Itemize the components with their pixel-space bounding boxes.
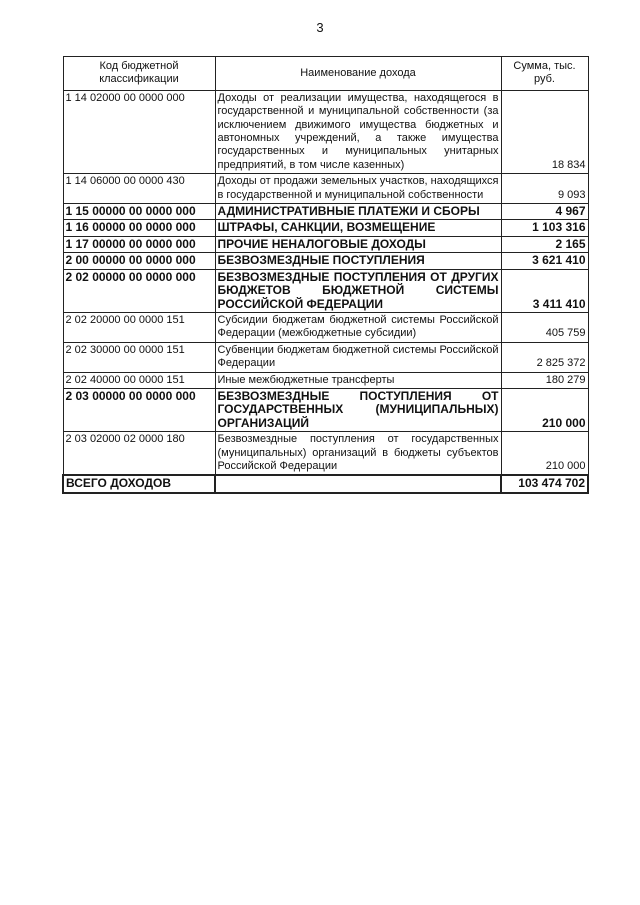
- row-name: БЕЗВОЗМЕЗДНЫЕ ПОСТУПЛЕНИЯ ОТ ДРУГИХ БЮДЖЕТОВ БЮДЖЕТНОЙ СИСТЕМЫ РОССИЙСКОЙ ФЕДЕРАЦИИ: [215, 269, 501, 312]
- total-name: [215, 475, 501, 492]
- header-sum: Сумма, тыс. руб.: [501, 57, 588, 91]
- row-name: Доходы от продажи земельных участков, находящихся в государственной и муниципальной собственности: [215, 174, 501, 204]
- table-row: [63, 236, 588, 252]
- total-sum: 103 474 702: [501, 475, 588, 492]
- row-code: 1 14 02000 00 0000 000: [63, 90, 215, 173]
- header-name: Наименование дохода: [215, 57, 501, 91]
- row-name: ШТРАФЫ, САНКЦИИ, ВОЗМЕЩЕНИЕ: [215, 220, 501, 236]
- row-code: 1 16 00000 00 0000 000: [63, 220, 215, 236]
- table-row: [63, 253, 588, 269]
- row-name: Субсидии бюджетам бюджетной системы Российской Федерации (межбюджетные субсидии): [215, 312, 501, 342]
- row-code: 2 02 40000 00 0000 151: [63, 372, 215, 388]
- row-code: 1 14 06000 00 0000 430: [63, 174, 215, 204]
- row-code: 2 02 00000 00 0000 000: [63, 269, 215, 312]
- row-sum: 18 834: [501, 90, 588, 173]
- table-row: [63, 90, 588, 173]
- header-code: Код бюджетной классификации: [63, 57, 215, 91]
- row-sum: 180 279: [501, 372, 588, 388]
- table-row: [63, 372, 588, 388]
- total-label: ВСЕГО ДОХОДОВ: [63, 475, 215, 492]
- row-code: 2 02 30000 00 0000 151: [63, 342, 215, 372]
- row-name: БЕЗВОЗМЕЗДНЫЕ ПОСТУПЛЕНИЯ ОТ ГОСУДАРСТВЕННЫХ (МУНИЦИПАЛЬНЫХ) ОРГАНИЗАЦИЙ: [215, 388, 501, 431]
- row-name: Субвенции бюджетам бюджетной системы Российской Федерации: [215, 342, 501, 372]
- row-code: 1 17 00000 00 0000 000: [63, 236, 215, 252]
- row-name: Безвозмездные поступления от государственных (муниципальных) организаций в бюджеты субъектов Российской Федерации: [215, 432, 501, 476]
- table-row: [63, 388, 588, 431]
- table-row: [63, 220, 588, 236]
- row-code: 2 00 00000 00 0000 000: [63, 253, 215, 269]
- row-sum: 210 000: [501, 432, 588, 476]
- table-row: [63, 269, 588, 312]
- table-header-row: [63, 57, 588, 91]
- table-row: [63, 312, 588, 342]
- row-sum: 9 093: [501, 174, 588, 204]
- row-sum: 1 103 316: [501, 220, 588, 236]
- row-name: БЕЗВОЗМЕЗДНЫЕ ПОСТУПЛЕНИЯ: [215, 253, 501, 269]
- row-name: ПРОЧИЕ НЕНАЛОГОВЫЕ ДОХОДЫ: [215, 236, 501, 252]
- table-row: [63, 204, 588, 220]
- row-code: 2 03 02000 02 0000 180: [63, 432, 215, 476]
- row-sum: 405 759: [501, 312, 588, 342]
- table-row: [63, 432, 588, 476]
- row-code: 1 15 00000 00 0000 000: [63, 204, 215, 220]
- row-sum: 2 165: [501, 236, 588, 252]
- page-number: 3: [316, 20, 324, 35]
- total-row: [63, 475, 588, 492]
- row-sum: 4 967: [501, 204, 588, 220]
- row-sum: 2 825 372: [501, 342, 588, 372]
- row-sum: 3 621 410: [501, 253, 588, 269]
- table-row: [63, 342, 588, 372]
- table-row: [63, 174, 588, 204]
- row-name: Иные межбюджетные трансферты: [215, 372, 501, 388]
- row-sum: 3 411 410: [501, 269, 588, 312]
- row-name: АДМИНИСТРАТИВНЫЕ ПЛАТЕЖИ И СБОРЫ: [215, 204, 501, 220]
- row-sum: 210 000: [501, 388, 588, 431]
- row-name: Доходы от реализации имущества, находящегося в государственной и муниципальной собственности (за исключением движимого имущества бюджетных и автономных учреждений, а также имущества государственных и муниципальных унитарных предприятий, в том числе казенных): [215, 90, 501, 173]
- row-code: 2 03 00000 00 0000 000: [63, 388, 215, 431]
- row-code: 2 02 20000 00 0000 151: [63, 312, 215, 342]
- revenue-table: [62, 56, 589, 494]
